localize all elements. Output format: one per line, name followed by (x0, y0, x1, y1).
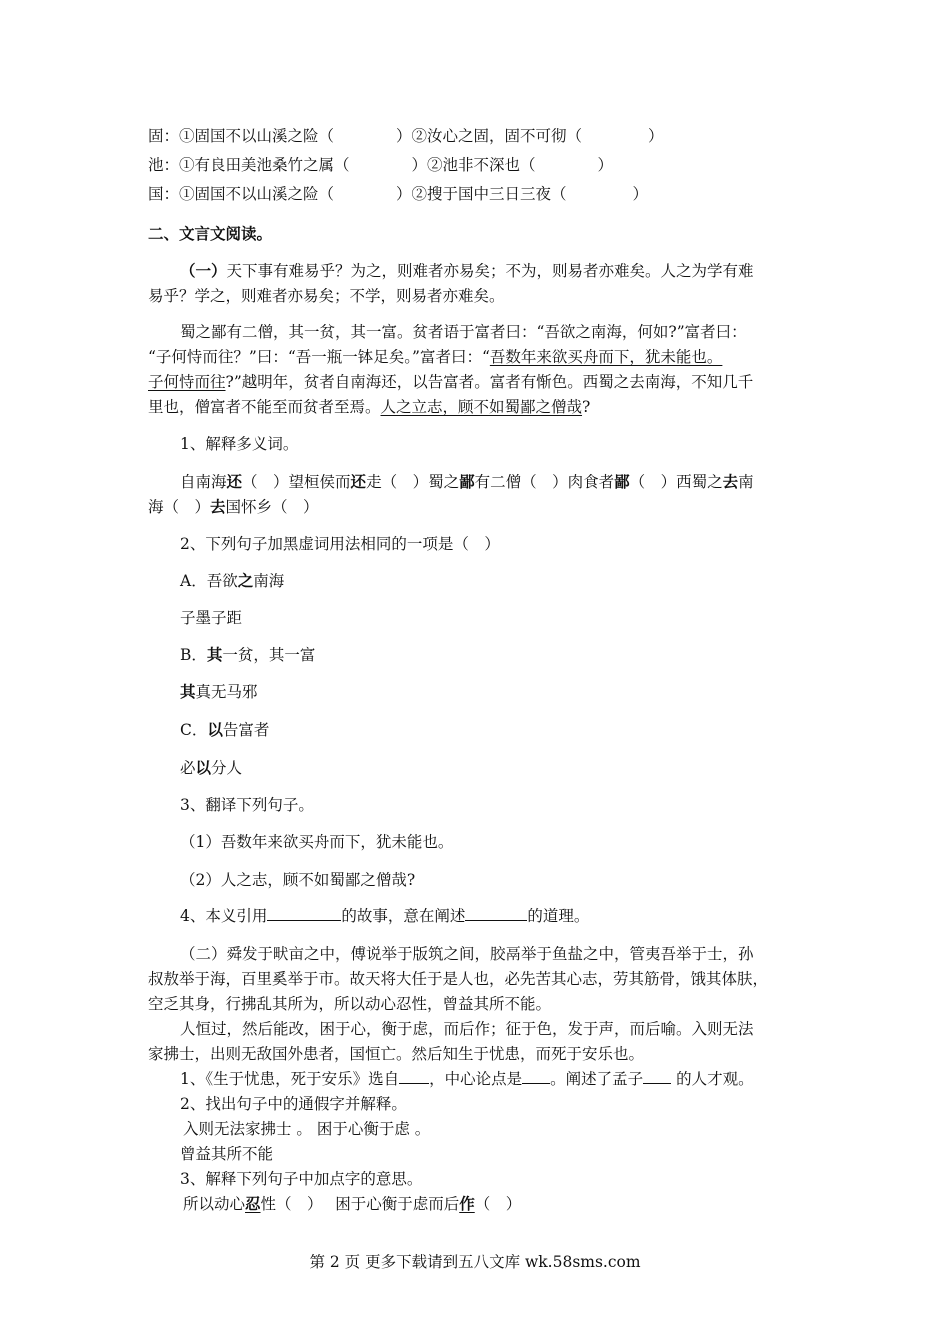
passage-3-line-2: 叔敖举于海，百里奚举于市。故天将大任于是人也，必先苦其心志，劳其筋骨，饿其体肤， (148, 970, 769, 988)
option-a: A．吾欲之南海 (180, 571, 285, 590)
option-b-second: 其真无马邪 (180, 682, 258, 701)
answer-blank[interactable] (465, 906, 527, 921)
underlined-sentence: 人之立志，顾不如蜀鄙之僧哉 (380, 398, 583, 416)
def-line-gu: 固：①固国不以山溪之险（ ）②汝心之固，固不可彻（ ） (148, 127, 664, 145)
passage-1-line-2: 易乎？学之，则难者亦易矣；不学，则易者亦难矣。 (148, 287, 505, 305)
def-line-guo: 国：①固国不以山溪之险（ ）②搜于国中三日三夜（ ） (148, 185, 649, 203)
answer-blank[interactable] (643, 1069, 671, 1084)
option-c: C．以告富者 (180, 720, 270, 739)
def-line-chi: 池：①有良田美池桑竹之属（ ）②池非不深也（ ） (148, 156, 614, 174)
passage-2-line-2: “子何恃而往？”曰：“吾一瓶一钵足矣。”富者曰：“吾数年来欲买舟而下，犹未能也。 (148, 348, 723, 366)
section-2-question-3-title: 3、解释下列句子中加点字的意思。 (180, 1170, 423, 1188)
section-2-title: 二、文言文阅读。 (148, 224, 273, 243)
passage-3-line-1: （二）舜发于畎亩之中，傅说举于版筑之间，胶鬲举于鱼盐之中，管夷吾举于士，孙 (180, 945, 754, 963)
passage-2-line-1: 蜀之鄙有二僧，其一贫，其一富。贫者语于富者曰：“吾欲之南海，何如?”富者曰： (180, 323, 747, 341)
option-b: B．其一贫，其一富 (180, 645, 316, 664)
section-2-question-3-line: 所以动心忍性（ ） 困于心衡于虑而后作（ ） (183, 1194, 522, 1213)
section-2-question-2-title: 2、找出句子中的通假字并解释。 (180, 1095, 407, 1113)
question-3-item-1: （1）吾数年来欲买舟而下，犹未能也。 (180, 833, 454, 851)
option-c-second: 必以分人 (180, 758, 243, 777)
passage-2-line-3: 子何恃而往?”越明年，贫者自南海还，以告富者。富者有惭色。西蜀之去南海，不知几千 (148, 373, 754, 391)
section-2-question-2-line-2: 曾益其所不能 (180, 1145, 274, 1163)
passage-3-line-5: 家拂士，出则无敌国外患者，国恒亡。然后知生于忧患，而死于安乐也。 (148, 1045, 645, 1063)
answer-blank[interactable] (399, 1069, 429, 1084)
section-2-question-1: 1、《生于忧患，死于安乐》选自 ，中心论点是 。阐述了孟子 的人才观。 (180, 1070, 754, 1088)
question-3-item-2: （2）人之志，顾不如蜀鄙之僧哉? (180, 871, 416, 889)
question-1-title: 1、解释多义词。 (180, 435, 299, 453)
passage-1-line-1: （一）天下事有难易乎？为之，则难者亦易矣；不为，则易者亦难矣。人之为学有难 (180, 261, 754, 280)
passage-2-line-4: 里也，僧富者不能至而贫者至焉。人之立志，顾不如蜀鄙之僧哉? (148, 398, 591, 416)
underlined-sentence: 吾数年来欲买舟而下，犹未能也。 (489, 348, 723, 366)
page-footer: 第 2 页 更多下载请到五八文库 wk.58sms.com (309, 1253, 641, 1271)
answer-blank[interactable] (522, 1069, 550, 1084)
passage-3-line-4: 人恒过，然后能改，困于心，衡于虑，而后作；征于色，发于声，而后喻。入则无法 (180, 1020, 754, 1038)
question-1-line-1: 自南海还（ ）望桓侯而还走（ ）蜀之鄙有二僧（ ）肉食者鄙（ ）西蜀之去南 (180, 472, 754, 491)
section-2-question-2-line-1: 入则无法家拂士 。 困于心衡于虑 。 (183, 1120, 431, 1138)
question-3-title: 3、翻译下列句子。 (180, 796, 314, 814)
option-a-second: 子墨子距 (180, 609, 243, 627)
question-1-line-2: 海（ ）去国怀乡（ ） (148, 497, 319, 516)
passage-3-line-3: 空乏其身，行拂乱其所为，所以动心忍性，曾益其所不能。 (148, 995, 552, 1013)
underlined-sentence: 子何恃而往 (148, 373, 226, 391)
answer-blank[interactable] (267, 906, 341, 921)
question-2-title: 2、下列句子加黑虚词用法相同的一项是（ ） (180, 535, 500, 553)
question-4: 4、本义引用 的故事，意在阐述 的道理。 (180, 907, 590, 925)
